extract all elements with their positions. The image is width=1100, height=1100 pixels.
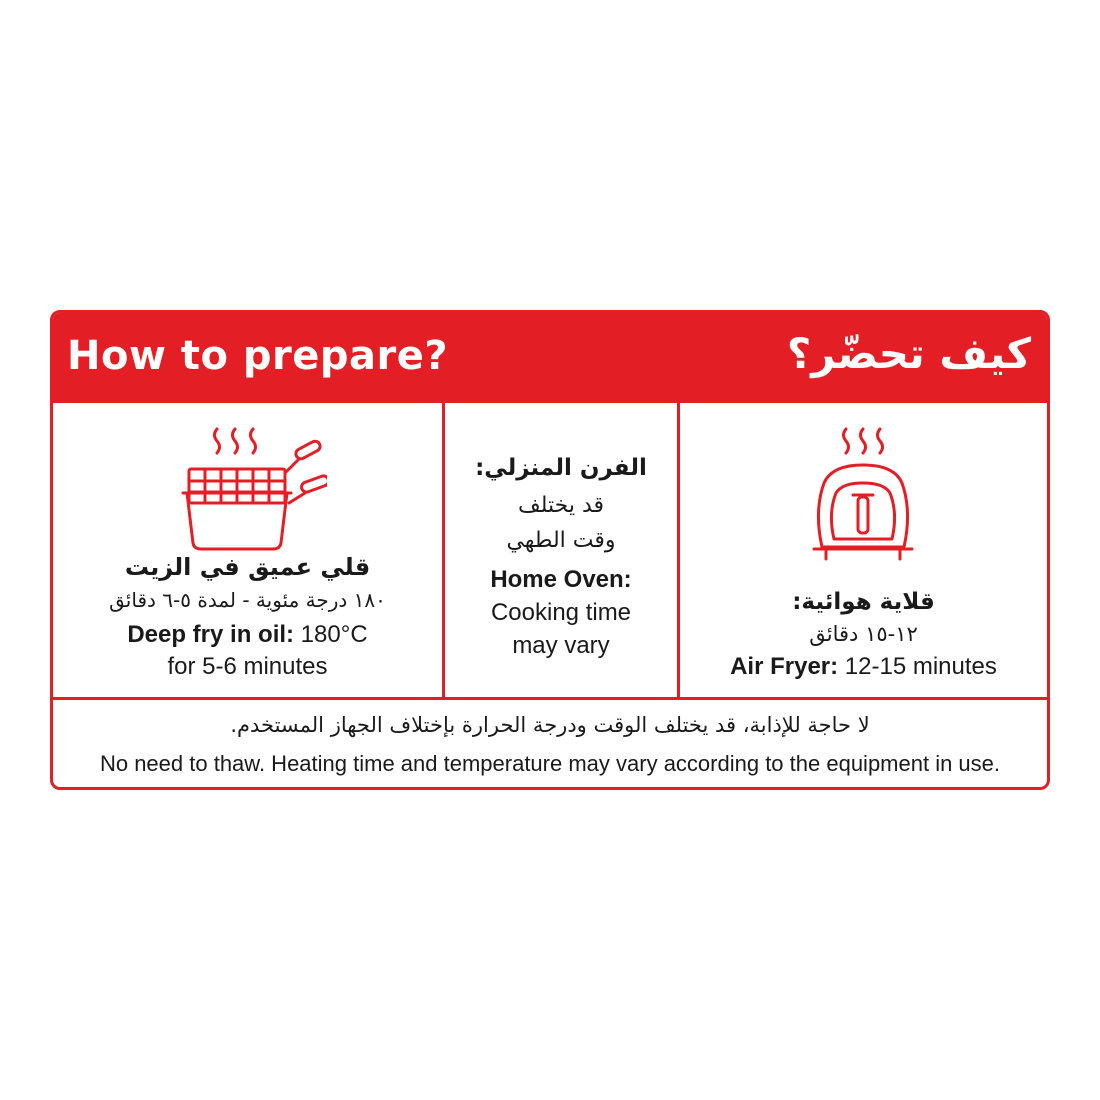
air-fryer-time: 12-15 minutes: [838, 653, 997, 680]
home-oven-line2-ar: وقت الطهي: [506, 528, 616, 553]
air-fryer-label: Air Fryer:: [730, 653, 839, 680]
air-fryer-detail-ar: ١٢-١٥ دقائق: [809, 622, 918, 646]
home-oven-section: [445, 403, 680, 700]
deep-fry-line1-en: [53, 621, 442, 649]
header-bar: [53, 313, 1047, 403]
footer-divider: [53, 697, 1047, 700]
air-fryer-title-ar: قلاية هوائية:: [792, 589, 935, 615]
deep-fry-title-ar: قلي عميق في الزيت: [124, 553, 371, 581]
deep-fry-label: Deep fry in oil:: [127, 621, 295, 648]
home-oven-line1-en: Cooking time: [490, 599, 632, 626]
home-oven-line2-en: may vary: [512, 632, 610, 659]
air-fryer-line-en: [680, 653, 1047, 681]
footer-note-en: No need to thaw. Heating time and temperature may vary according to the equipment in use.: [99, 751, 1001, 776]
title-arabic: كيف تحضّر؟: [786, 329, 1031, 378]
preparation-card: [50, 310, 1050, 790]
deep-fry-section: [53, 403, 445, 700]
footer-note-ar: لا حاجة للإذابة، قد يختلف الوقت ودرجة الحرارة بإختلاف الجهاز المستخدم.: [230, 713, 870, 737]
title-english: How to prepare?: [67, 333, 449, 379]
deep-fryer-icon: [177, 421, 327, 556]
air-fryer-section: [680, 403, 1047, 700]
deep-fry-detail-ar: ١٨٠ درجة مئوية - لمدة ٥-٦ دقائق: [109, 588, 386, 612]
air-fryer-icon: [808, 421, 918, 566]
home-oven-line1-ar: قد يختلف: [517, 493, 605, 518]
home-oven-label-en: Home Oven:: [490, 566, 632, 593]
deep-fry-line2-en: for 5-6 minutes: [167, 653, 328, 680]
deep-fry-temp: 180°C: [294, 621, 368, 648]
home-oven-title-ar: الفرن المنزلي:: [475, 455, 647, 481]
